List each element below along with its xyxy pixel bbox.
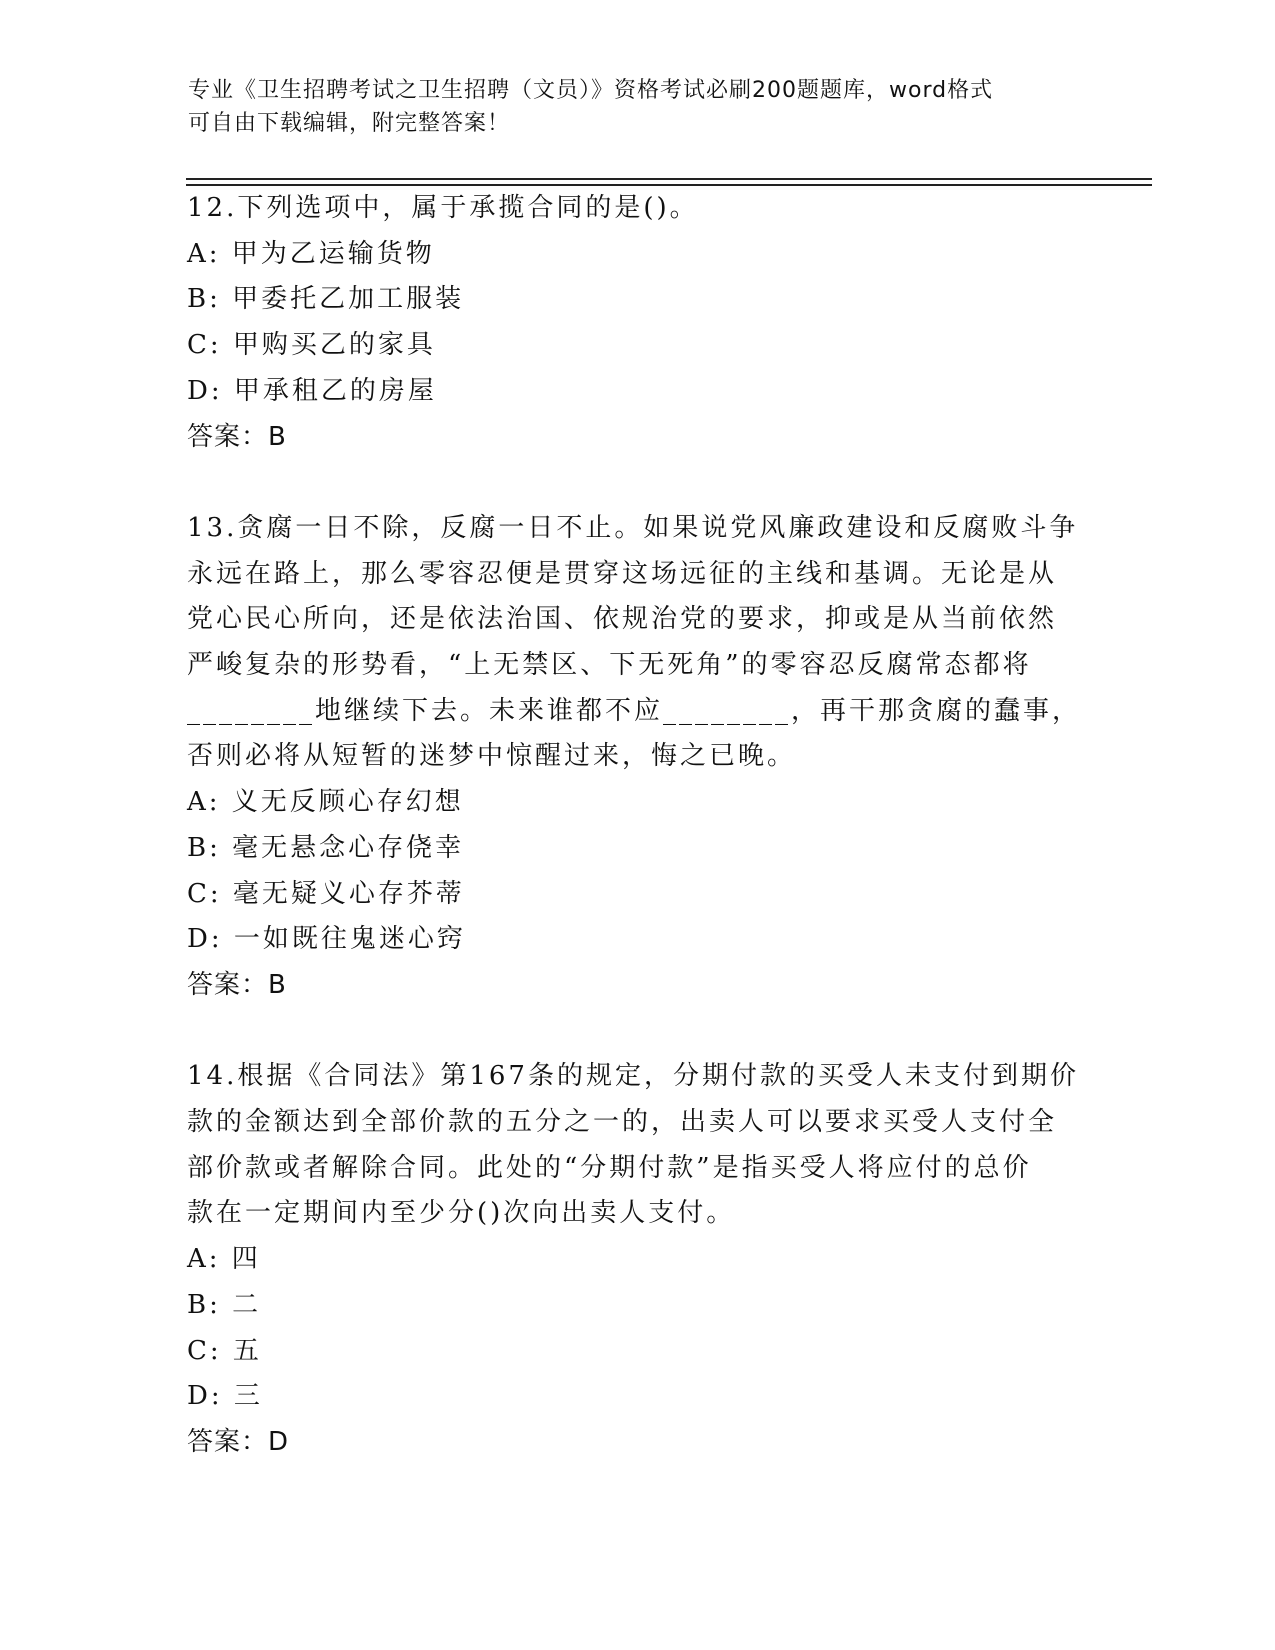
document-header: [188, 74, 1088, 140]
stem-line: 永远在路上，那么零容忍便是贯穿这场远征的主线和基调。无论是从: [187, 558, 1058, 589]
spacer: [187, 1009, 1087, 1055]
stem-line: 13.贪腐一日不除，反腐一日不止。如果说党风廉政建设和反腐败斗争: [187, 512, 1079, 543]
stem-line: 14.根据《合同法》第167条的规定，分期付款的买受人未支付到期价: [187, 1061, 1079, 1092]
question-14: [187, 1054, 1087, 1465]
option-a: A: 四: [187, 1244, 261, 1275]
question-stem: [187, 1054, 1087, 1237]
option-b: B: 毫无悬念心存侥幸: [187, 832, 465, 863]
header-line-2: 可自由下载编辑，附完整答案！: [188, 111, 511, 136]
spacer: [187, 460, 1087, 506]
header-line-1: 专业《卫生招聘考试之卫生招聘（文员）》资格考试必刷200题题库，word格式: [188, 78, 994, 103]
stem-line: 款在一定期间内至少分()次向出卖人支付。: [187, 1198, 736, 1229]
answer-label: 答案：D: [187, 1426, 290, 1457]
option-c: C: 五: [187, 1335, 262, 1366]
question-13: [187, 506, 1087, 1009]
option-d: D: 一如既往鬼迷心窍: [187, 924, 466, 955]
option-c: C: 毫无疑义心存芥蒂: [187, 878, 465, 909]
option-c: C: 甲购买乙的家具: [187, 330, 436, 361]
option-d: D: 甲承租乙的房屋: [187, 375, 437, 406]
option-a: A: 甲为乙运输货物: [187, 238, 435, 269]
answer-label: 答案：B: [187, 421, 287, 452]
stem-line: 款的金额达到全部价款的五分之一的，出卖人可以要求买受人支付全: [187, 1107, 1058, 1138]
option-b: B: 甲委托乙加工服装: [187, 284, 465, 315]
option-a: A: 义无反顾心存幻想: [187, 787, 464, 818]
stem-line: 12.下列选项中，属于承揽合同的是()。: [187, 193, 699, 223]
header-divider-top: [186, 178, 1152, 180]
stem-line: 部价款或者解除合同。此处的“分期付款”是指买受人将应付的总价: [187, 1152, 1032, 1183]
option-b: B: 二: [187, 1289, 262, 1320]
answer-label: 答案：B: [187, 969, 287, 1000]
stem-line: 严峻复杂的形势看，“上无禁区、下无死角”的零容忍反腐常态都将: [187, 650, 1032, 681]
question-stem: [187, 186, 1087, 232]
stem-line: 党心民心所向，还是依法治国、依规治党的要求，抑或是从当前依然: [187, 604, 1058, 635]
stem-line: 否则必将从短暂的迷梦中惊醒过来，悔之已晚。: [187, 741, 797, 772]
question-12: [187, 186, 1087, 460]
option-d: D: 三: [187, 1381, 263, 1412]
stem-line: ________地继续下去。未来谁都不应________，再干那贪腐的蠢事，: [187, 695, 1082, 726]
question-stem: [187, 506, 1087, 780]
question-list: [187, 186, 1087, 1466]
